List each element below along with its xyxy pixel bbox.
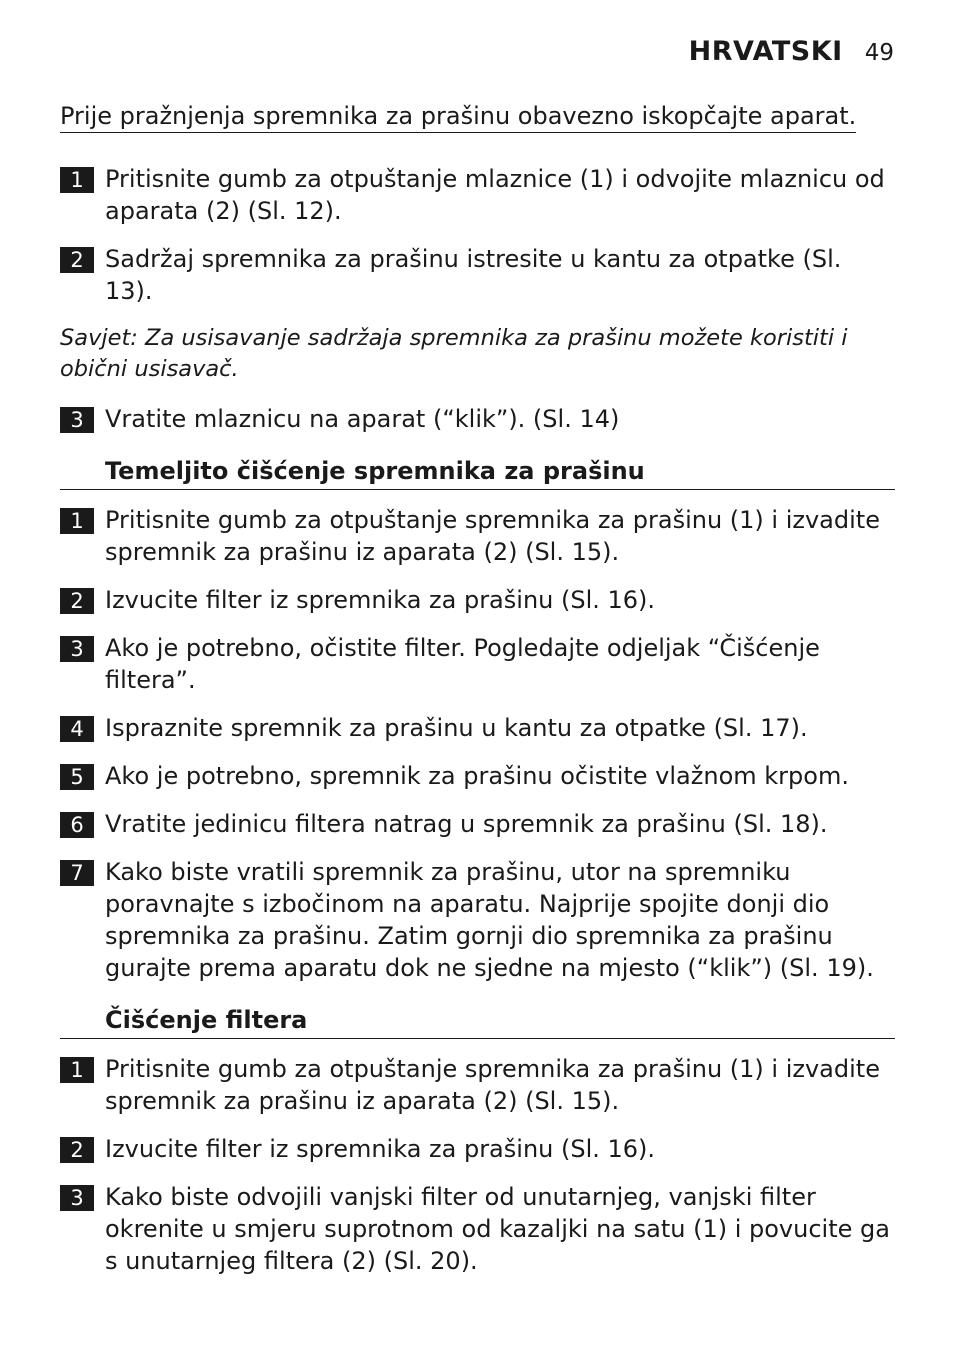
page-header: [689, 36, 894, 67]
step-number: 2: [60, 247, 94, 273]
step: [60, 1133, 895, 1165]
step: [60, 403, 895, 435]
step-number: 2: [60, 588, 94, 614]
step-number: 3: [60, 636, 94, 662]
step-text: Kako biste odvojili vanjski filter od unutarnjeg, vanjski filter okrenite u smjeru suprotnom od kazaljki na satu (1) i povucite ga s unutarnjeg filtera (2) (Sl. 20).: [105, 1183, 890, 1275]
step-number: 7: [60, 860, 94, 886]
step-number: 1: [60, 508, 94, 534]
step: [60, 760, 895, 792]
warning-text: Prije pražnjenja spremnika za prašinu obavezno iskopčajte aparat.: [60, 100, 856, 133]
step-number: 1: [60, 1057, 94, 1083]
step: [60, 632, 895, 696]
step-text: Sadržaj spremnika za prašinu istresite u kantu za otpatke (Sl. 13).: [105, 245, 842, 305]
step: [60, 808, 895, 840]
step-text: Ako je potrebno, spremnik za prašinu očistite vlažnom krpom.: [105, 762, 849, 790]
step: [60, 504, 895, 568]
step-text: Ako je potrebno, očistite filter. Pogledajte odjeljak “Čišćenje filtera”.: [105, 634, 820, 694]
step-text: Vratite jedinicu filtera natrag u spremnik za prašinu (Sl. 18).: [105, 810, 828, 838]
step-text: Izvucite filter iz spremnika za prašinu (Sl. 16).: [105, 586, 656, 614]
step-text: Ispraznite spremnik za prašinu u kantu za otpatke (Sl. 17).: [105, 714, 808, 742]
step-number: 2: [60, 1137, 94, 1163]
step-number: 3: [60, 1185, 94, 1211]
page-content: [60, 100, 895, 1293]
step: [60, 243, 895, 307]
step-number: 4: [60, 716, 94, 742]
step-number: 1: [60, 167, 94, 193]
step-number: 3: [60, 407, 94, 433]
step-text: Izvucite filter iz spremnika za prašinu (Sl. 16).: [105, 1135, 656, 1163]
section-heading-filter: Čišćenje filtera: [60, 1000, 895, 1039]
step-text: Vratite mlaznicu na aparat (“klik”). (Sl. 14): [105, 405, 620, 433]
step-text: Pritisnite gumb za otpuštanje spremnika za prašinu (1) i izvadite spremnik za prašinu iz aparata (2) (Sl. 15).: [105, 1055, 880, 1115]
step-number: 5: [60, 764, 94, 790]
step-text: Pritisnite gumb za otpuštanje mlaznice (1) i odvojite mlaznicu od aparata (2) (Sl. 12).: [105, 165, 885, 225]
step: [60, 1053, 895, 1117]
section-heading-deep-clean: Temeljito čišćenje spremnika za prašinu: [60, 451, 895, 490]
step: [60, 856, 895, 984]
page-number: 49: [864, 40, 894, 66]
step: [60, 712, 895, 744]
language-label: HRVATSKI: [688, 36, 843, 67]
tip-text: Savjet: Za usisavanje sadržaja spremnika za prašinu možete koristiti i obični usisavač.: [60, 325, 848, 382]
step-text: Pritisnite gumb za otpuštanje spremnika za prašinu (1) i izvadite spremnik za prašinu iz aparata (2) (Sl. 15).: [105, 506, 880, 566]
step-number: 6: [60, 812, 94, 838]
step: [60, 163, 895, 227]
step: [60, 1181, 895, 1277]
step-text: Kako biste vratili spremnik za prašinu, utor na spremniku poravnajte s izbočinom na aparatu. Najprije spojite donji dio spremnika za prašinu. Zatim gornji dio spremnika za prašinu gurajte prema aparatu dok ne sjedne na mjesto (“klik”) (Sl. 19).: [105, 858, 874, 982]
step: [60, 584, 895, 616]
